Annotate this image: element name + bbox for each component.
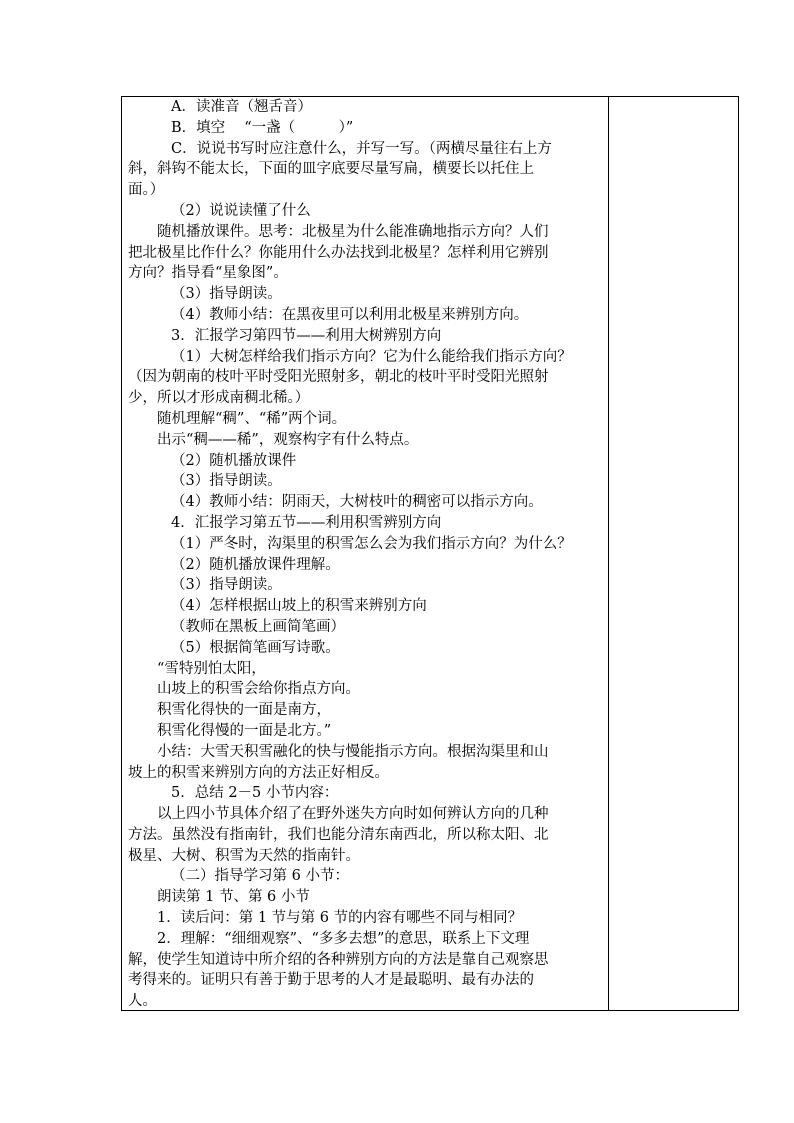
text-line: 4．汇报学习第五节——利用积雪辨别方向 [171,514,442,531]
text-line: 随机理解“稠”、“稀”两个词。 [157,410,347,427]
text-line: 方向？指导看“星象图”。 [128,265,288,282]
text-line: 小结：大雪天积雪融化的快与慢能指示方向。根据沟渠里和山 [157,743,549,760]
text-line: 少，所以才形成南稠北稀。） [128,390,310,407]
text-line: 3．汇报学习第四节——利用大树辨别方向 [171,327,442,344]
text-line: 2．理解：“细细观察”、“多多去想”的意思，联系上下文理 [157,930,530,947]
text-line: （2）说说读懂了什么 [171,202,311,219]
text-line: （二）指导学习第 6 小节： [171,868,349,885]
text-line: （4）教师小结：在黑夜里可以利用北极星来辨别方向。 [171,306,529,323]
text-line: B．填空 “一盏（ ）” [171,119,354,136]
text-line: 面。） [128,182,165,199]
text-line: 朗读第 1 节、第 6 小节 [157,889,310,906]
text-line: 1．读后问：第 1 节与第 6 节的内容有哪些不同与相同？ [157,910,523,927]
text-line: 极星、大树、积雪为天然的指南针。 [128,847,360,864]
text-line: （因为朝南的枝叶平时受阳光照射多，朝北的枝叶平时受阳光照射 [128,369,549,386]
text-line: 积雪化得慢的一面是北方。” [157,722,332,739]
text-line: “雪特别怕太阳， [157,660,266,677]
text-line: （2）随机播放课件理解。 [171,556,340,573]
text-line: （2）随机播放课件 [171,452,297,469]
text-line: 坡上的积雪来辨别方向的方法正好相反。 [128,764,389,781]
text-line: 解，使学生知道诗中所介绍的各种辨别方向的方法是靠自己观察思 [128,951,549,968]
text-line: （5）根据简笔画写诗歌。 [171,639,340,656]
lesson-table [121,96,739,1011]
text-line: 出示“稠——稀”，观察构字有什么特点。 [157,431,419,448]
text-line: 考得来的。证明只有善于勤于思考的人才是最聪明、最有办法的 [128,972,534,989]
notes-cell [609,97,738,1010]
text-line: 随机播放课件。思考：北极星为什么能准确地指示方向？人们 [157,223,549,240]
text-line: A．读准音（翘舌音） [171,99,312,115]
text-line: 人。 [128,993,157,1010]
text-line: （4）教师小结：阴雨天，大树枝叶的稠密可以指示方向。 [171,494,543,511]
text-line: （3）指导朗读。 [171,286,282,303]
text-line: （1）严冬时，沟渠里的积雪怎么会为我们指示方向？为什么？ [171,535,572,552]
text-line: （3）指导朗读。 [171,473,282,490]
text-line: （1）大树怎样给我们指示方向？它为什么能给我们指示方向？ [171,348,572,365]
text-line: 方法。虽然没有指南针，我们也能分清东南西北，所以称太阳、北 [128,826,549,843]
text-line: （3）指导朗读。 [171,577,282,594]
lesson-content-cell [122,97,608,1010]
text-line: （4）怎样根据山坡上的积雪来辨别方向 [171,598,427,615]
text-line: 把北极星比作什么？你能用什么办法找到北极星？怎样利用它辨别 [128,244,549,261]
text-line: 斜，斜钩不能太长，下面的皿字底要尽量写扁，横要长以托住上 [128,161,534,178]
text-line: 以上四小节具体介绍了在野外迷失方向时如何辨认方向的几种 [157,806,549,823]
text-line: 积雪化得快的一面是南方， [157,702,331,719]
text-line: 5．总结 2－5 小节内容： [171,785,339,802]
text-line: 山坡上的积雪会给你指点方向。 [157,681,360,698]
text-line: （教师在黑板上画简笔画） [171,618,345,635]
text-line: C．说说书写时应注意什么，并写一写。（两横尽量往右上方 [171,140,552,157]
